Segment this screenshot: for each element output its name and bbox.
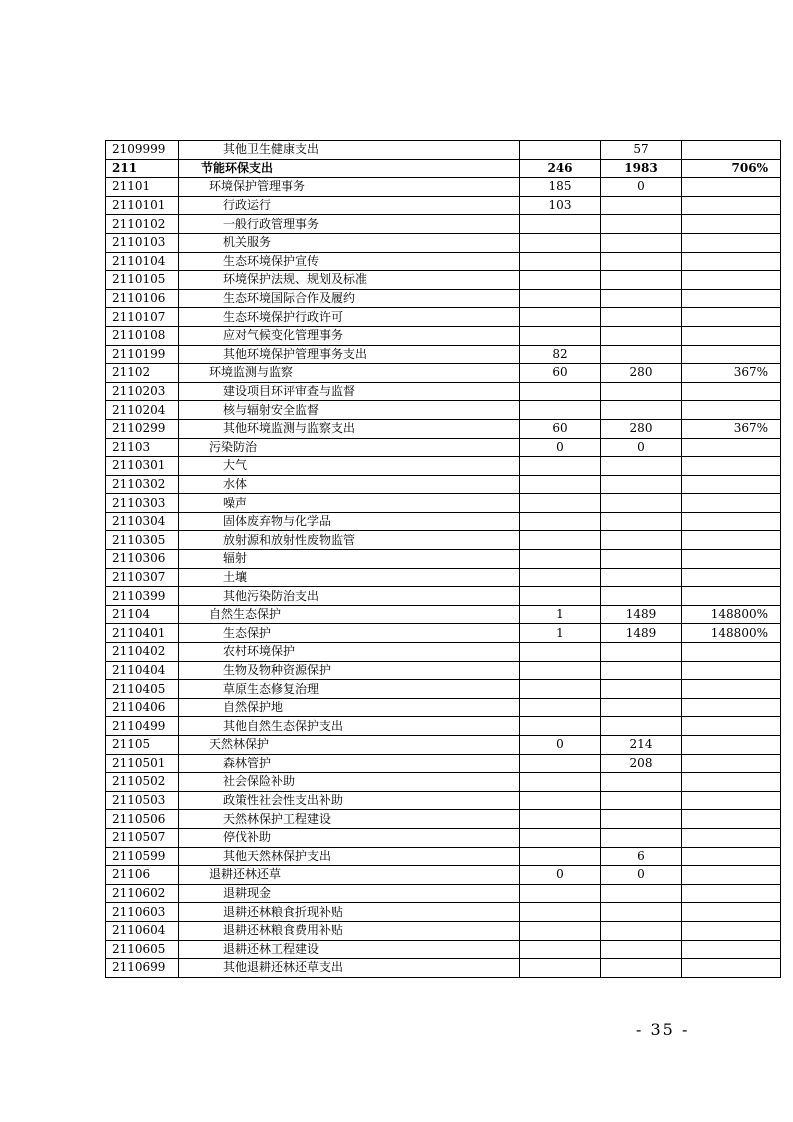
name-cell: 土壤 <box>179 568 520 587</box>
value-cell-1 <box>520 828 601 847</box>
percent-cell <box>682 828 781 847</box>
value-cell-1 <box>520 643 601 662</box>
name-cell: 农村环境保护 <box>179 643 520 662</box>
percent-cell <box>682 643 781 662</box>
code-cell: 2110108 <box>106 326 179 345</box>
name-cell: 固体废弃物与化学品 <box>179 512 520 531</box>
percent-cell <box>682 233 781 252</box>
name-cell: 其他环境保护管理事务支出 <box>179 345 520 364</box>
value-cell-1 <box>520 940 601 959</box>
value-cell-2 <box>601 828 682 847</box>
code-cell: 2110303 <box>106 494 179 513</box>
value-cell-2: 6 <box>601 847 682 866</box>
table-row <box>106 364 781 383</box>
percent-cell <box>682 810 781 829</box>
code-cell: 211 <box>106 159 179 178</box>
code-cell: 21106 <box>106 866 179 885</box>
table-row <box>106 921 781 940</box>
value-cell-2 <box>601 494 682 513</box>
code-cell: 2110404 <box>106 661 179 680</box>
value-cell-1 <box>520 531 601 550</box>
code-cell: 2110406 <box>106 698 179 717</box>
value-cell-2 <box>601 531 682 550</box>
value-cell-2: 1489 <box>601 605 682 624</box>
value-cell-1 <box>520 215 601 234</box>
value-cell-2: 57 <box>601 141 682 160</box>
value-cell-2 <box>601 773 682 792</box>
value-cell-2 <box>601 289 682 308</box>
table-row <box>106 159 781 178</box>
value-cell-2 <box>601 252 682 271</box>
code-cell: 2110299 <box>106 419 179 438</box>
name-cell: 环境监测与监察 <box>179 364 520 383</box>
value-cell-1: 60 <box>520 419 601 438</box>
percent-cell <box>682 531 781 550</box>
name-cell: 应对气候变化管理事务 <box>179 326 520 345</box>
name-cell: 退耕还林还草 <box>179 866 520 885</box>
value-cell-1 <box>520 494 601 513</box>
name-cell: 退耕现金 <box>179 884 520 903</box>
value-cell-2 <box>601 345 682 364</box>
value-cell-2 <box>601 680 682 699</box>
value-cell-1 <box>520 680 601 699</box>
value-cell-2 <box>601 550 682 569</box>
code-cell: 2110506 <box>106 810 179 829</box>
percent-cell <box>682 773 781 792</box>
table-row <box>106 308 781 327</box>
budget-table-body <box>106 141 781 978</box>
name-cell: 噪声 <box>179 494 520 513</box>
name-cell: 草原生态修复治理 <box>179 680 520 699</box>
value-cell-2 <box>601 196 682 215</box>
value-cell-1: 0 <box>520 736 601 755</box>
value-cell-2 <box>601 884 682 903</box>
code-cell: 2110402 <box>106 643 179 662</box>
value-cell-1 <box>520 512 601 531</box>
value-cell-1 <box>520 382 601 401</box>
value-cell-1: 103 <box>520 196 601 215</box>
code-cell: 2110204 <box>106 401 179 420</box>
value-cell-1 <box>520 568 601 587</box>
name-cell: 退耕还林粮食费用补贴 <box>179 921 520 940</box>
name-cell: 生物及物种资源保护 <box>179 661 520 680</box>
name-cell: 其他自然生态保护支出 <box>179 717 520 736</box>
percent-cell <box>682 512 781 531</box>
percent-cell <box>682 736 781 755</box>
percent-cell <box>682 494 781 513</box>
value-cell-1 <box>520 289 601 308</box>
table-row <box>106 698 781 717</box>
value-cell-2 <box>601 271 682 290</box>
percent-cell <box>682 196 781 215</box>
code-cell: 2110599 <box>106 847 179 866</box>
value-cell-1: 60 <box>520 364 601 383</box>
code-cell: 2110101 <box>106 196 179 215</box>
value-cell-2 <box>601 698 682 717</box>
value-cell-2: 0 <box>601 438 682 457</box>
percent-cell <box>682 847 781 866</box>
value-cell-1 <box>520 550 601 569</box>
value-cell-1 <box>520 141 601 160</box>
percent-cell <box>682 866 781 885</box>
percent-cell <box>682 940 781 959</box>
code-cell: 2110302 <box>106 475 179 494</box>
name-cell: 退耕还林工程建设 <box>179 940 520 959</box>
value-cell-1 <box>520 587 601 606</box>
percent-cell <box>682 921 781 940</box>
code-cell: 2110499 <box>106 717 179 736</box>
value-cell-1 <box>520 661 601 680</box>
value-cell-1 <box>520 326 601 345</box>
code-cell: 2110107 <box>106 308 179 327</box>
code-cell: 2110305 <box>106 531 179 550</box>
table-row <box>106 587 781 606</box>
value-cell-1: 1 <box>520 624 601 643</box>
code-cell: 2110503 <box>106 791 179 810</box>
table-row <box>106 326 781 345</box>
percent-cell <box>682 141 781 160</box>
value-cell-2: 0 <box>601 178 682 197</box>
table-row <box>106 141 781 160</box>
table-row <box>106 643 781 662</box>
table-row <box>106 717 781 736</box>
value-cell-1: 0 <box>520 438 601 457</box>
percent-cell <box>682 903 781 922</box>
percent-cell <box>682 884 781 903</box>
percent-cell: 706% <box>682 159 781 178</box>
percent-cell <box>682 326 781 345</box>
value-cell-2 <box>601 959 682 978</box>
percent-cell: 148800% <box>682 605 781 624</box>
value-cell-1 <box>520 233 601 252</box>
table-row <box>106 382 781 401</box>
value-cell-1: 82 <box>520 345 601 364</box>
table-row <box>106 215 781 234</box>
percent-cell <box>682 791 781 810</box>
value-cell-1: 185 <box>520 178 601 197</box>
value-cell-1: 246 <box>520 159 601 178</box>
name-cell: 大气 <box>179 457 520 476</box>
name-cell: 建设项目环评审查与监督 <box>179 382 520 401</box>
percent-cell <box>682 550 781 569</box>
percent-cell <box>682 698 781 717</box>
percent-cell <box>682 252 781 271</box>
value-cell-2 <box>601 810 682 829</box>
code-cell: 2110301 <box>106 457 179 476</box>
name-cell: 天然林保护工程建设 <box>179 810 520 829</box>
value-cell-1 <box>520 754 601 773</box>
table-row <box>106 605 781 624</box>
value-cell-2: 0 <box>601 866 682 885</box>
code-cell: 2110203 <box>106 382 179 401</box>
value-cell-2: 280 <box>601 419 682 438</box>
name-cell: 退耕还林粮食折现补贴 <box>179 903 520 922</box>
table-row <box>106 196 781 215</box>
table-row <box>106 531 781 550</box>
table-row <box>106 178 781 197</box>
code-cell: 2110603 <box>106 903 179 922</box>
value-cell-1 <box>520 791 601 810</box>
value-cell-2 <box>601 921 682 940</box>
value-cell-2 <box>601 587 682 606</box>
value-cell-1 <box>520 921 601 940</box>
table-row <box>106 736 781 755</box>
name-cell: 其他天然林保护支出 <box>179 847 520 866</box>
table-row <box>106 680 781 699</box>
code-cell: 2110102 <box>106 215 179 234</box>
table-row <box>106 252 781 271</box>
table-row <box>106 959 781 978</box>
table-row <box>106 512 781 531</box>
table-row <box>106 401 781 420</box>
value-cell-1 <box>520 308 601 327</box>
value-cell-1 <box>520 457 601 476</box>
name-cell: 其他环境监测与监察支出 <box>179 419 520 438</box>
value-cell-2: 280 <box>601 364 682 383</box>
code-cell: 2110405 <box>106 680 179 699</box>
value-cell-1 <box>520 847 601 866</box>
table-row <box>106 940 781 959</box>
name-cell: 节能环保支出 <box>179 159 520 178</box>
value-cell-2 <box>601 717 682 736</box>
value-cell-2 <box>601 308 682 327</box>
code-cell: 2110602 <box>106 884 179 903</box>
code-cell: 21103 <box>106 438 179 457</box>
value-cell-1 <box>520 959 601 978</box>
table-row <box>106 828 781 847</box>
code-cell: 2110304 <box>106 512 179 531</box>
percent-cell <box>682 289 781 308</box>
value-cell-1 <box>520 717 601 736</box>
code-cell: 2110507 <box>106 828 179 847</box>
table-row <box>106 661 781 680</box>
table-row <box>106 791 781 810</box>
code-cell: 2110105 <box>106 271 179 290</box>
value-cell-2 <box>601 475 682 494</box>
value-cell-1 <box>520 884 601 903</box>
table-row <box>106 624 781 643</box>
value-cell-2 <box>601 512 682 531</box>
table-row <box>106 289 781 308</box>
table-row <box>106 810 781 829</box>
value-cell-1 <box>520 401 601 420</box>
table-row <box>106 494 781 513</box>
code-cell: 21102 <box>106 364 179 383</box>
table-row <box>106 550 781 569</box>
value-cell-2 <box>601 382 682 401</box>
table-row <box>106 271 781 290</box>
name-cell: 行政运行 <box>179 196 520 215</box>
name-cell: 自然生态保护 <box>179 605 520 624</box>
value-cell-2 <box>601 903 682 922</box>
name-cell: 其他退耕还林还草支出 <box>179 959 520 978</box>
name-cell: 辐射 <box>179 550 520 569</box>
table-row <box>106 754 781 773</box>
name-cell: 停伐补助 <box>179 828 520 847</box>
code-cell: 2109999 <box>106 141 179 160</box>
code-cell: 2110699 <box>106 959 179 978</box>
budget-table <box>105 140 781 978</box>
table-row <box>106 847 781 866</box>
name-cell: 生态环境保护行政许可 <box>179 308 520 327</box>
percent-cell <box>682 475 781 494</box>
table-row <box>106 438 781 457</box>
code-cell: 2110199 <box>106 345 179 364</box>
code-cell: 2110604 <box>106 921 179 940</box>
value-cell-2 <box>601 661 682 680</box>
table-row <box>106 345 781 364</box>
percent-cell <box>682 568 781 587</box>
code-cell: 21104 <box>106 605 179 624</box>
value-cell-2: 1489 <box>601 624 682 643</box>
table-row <box>106 884 781 903</box>
name-cell: 机关服务 <box>179 233 520 252</box>
table-row <box>106 866 781 885</box>
percent-cell <box>682 345 781 364</box>
name-cell: 一般行政管理事务 <box>179 215 520 234</box>
code-cell: 2110104 <box>106 252 179 271</box>
percent-cell <box>682 215 781 234</box>
value-cell-1 <box>520 475 601 494</box>
value-cell-1 <box>520 773 601 792</box>
name-cell: 其他污染防治支出 <box>179 587 520 606</box>
percent-cell <box>682 754 781 773</box>
code-cell: 2110307 <box>106 568 179 587</box>
name-cell: 环境保护管理事务 <box>179 178 520 197</box>
value-cell-2 <box>601 326 682 345</box>
code-cell: 2110605 <box>106 940 179 959</box>
name-cell: 其他卫生健康支出 <box>179 141 520 160</box>
name-cell: 自然保护地 <box>179 698 520 717</box>
value-cell-1: 0 <box>520 866 601 885</box>
value-cell-1 <box>520 903 601 922</box>
value-cell-2 <box>601 401 682 420</box>
value-cell-2 <box>601 568 682 587</box>
table-row <box>106 457 781 476</box>
percent-cell <box>682 959 781 978</box>
percent-cell <box>682 401 781 420</box>
name-cell: 生态环境保护宣传 <box>179 252 520 271</box>
value-cell-2 <box>601 233 682 252</box>
code-cell: 2110502 <box>106 773 179 792</box>
value-cell-1 <box>520 271 601 290</box>
value-cell-2 <box>601 940 682 959</box>
percent-cell <box>682 382 781 401</box>
page-number: - 35 - <box>636 1020 690 1039</box>
percent-cell <box>682 308 781 327</box>
percent-cell: 148800% <box>682 624 781 643</box>
value-cell-2 <box>601 457 682 476</box>
name-cell: 政策性社会性支出补助 <box>179 791 520 810</box>
value-cell-2: 214 <box>601 736 682 755</box>
percent-cell <box>682 271 781 290</box>
code-cell: 2110106 <box>106 289 179 308</box>
value-cell-2 <box>601 643 682 662</box>
value-cell-2: 1983 <box>601 159 682 178</box>
value-cell-2: 208 <box>601 754 682 773</box>
percent-cell: 367% <box>682 364 781 383</box>
table-row <box>106 568 781 587</box>
code-cell: 2110501 <box>106 754 179 773</box>
percent-cell <box>682 587 781 606</box>
code-cell: 21101 <box>106 178 179 197</box>
code-cell: 2110401 <box>106 624 179 643</box>
value-cell-2 <box>601 215 682 234</box>
code-cell: 2110306 <box>106 550 179 569</box>
percent-cell <box>682 661 781 680</box>
code-cell: 21105 <box>106 736 179 755</box>
percent-cell <box>682 457 781 476</box>
value-cell-1 <box>520 810 601 829</box>
table-row <box>106 903 781 922</box>
table-row <box>106 475 781 494</box>
value-cell-2 <box>601 791 682 810</box>
table-row <box>106 233 781 252</box>
percent-cell <box>682 717 781 736</box>
value-cell-1 <box>520 252 601 271</box>
name-cell: 污染防治 <box>179 438 520 457</box>
value-cell-1: 1 <box>520 605 601 624</box>
value-cell-1 <box>520 698 601 717</box>
code-cell: 2110399 <box>106 587 179 606</box>
name-cell: 社会保险补助 <box>179 773 520 792</box>
name-cell: 森林管护 <box>179 754 520 773</box>
code-cell: 2110103 <box>106 233 179 252</box>
percent-cell: 367% <box>682 419 781 438</box>
name-cell: 生态保护 <box>179 624 520 643</box>
table-row <box>106 773 781 792</box>
percent-cell <box>682 438 781 457</box>
name-cell: 生态环境国际合作及履约 <box>179 289 520 308</box>
name-cell: 水体 <box>179 475 520 494</box>
percent-cell <box>682 178 781 197</box>
name-cell: 核与辐射安全监督 <box>179 401 520 420</box>
percent-cell <box>682 680 781 699</box>
name-cell: 放射源和放射性废物监管 <box>179 531 520 550</box>
name-cell: 天然林保护 <box>179 736 520 755</box>
table-row <box>106 419 781 438</box>
name-cell: 环境保护法规、规划及标准 <box>179 271 520 290</box>
